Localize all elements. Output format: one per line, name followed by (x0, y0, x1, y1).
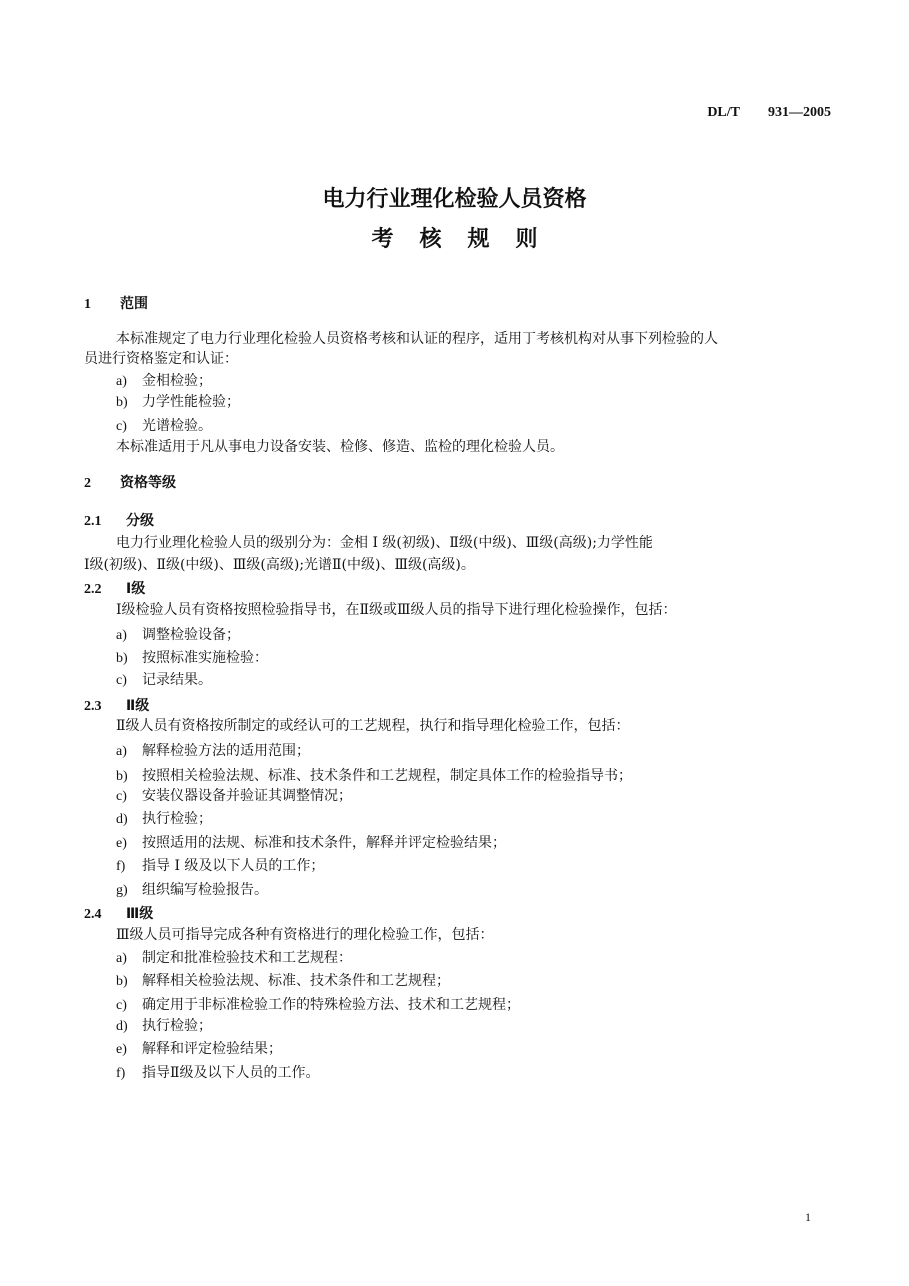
list-item: f) 指导 I 级及以下人员的工作； (116, 858, 325, 874)
page-number: 1 (805, 1210, 811, 1224)
list-item: b) 力学性能检验； (116, 394, 240, 410)
list-item: a) 调整检验设备； (116, 627, 240, 643)
document-title-line2: 考核规则 (371, 227, 564, 252)
document-title-line1: 电力行业理化检验人员资格 (322, 187, 587, 212)
section-2-1-heading: 2.1 分级 (84, 513, 154, 529)
section-1-intro-line1: 本标准规定了电力行业理化检验人员资格考核和认证的程序，适用丁考核机构对从事下列检验的人 (116, 331, 718, 347)
section-1-scope: 本标准适用于凡从事电力设备安装、检修、修造、监检的理化检验人员。 (116, 439, 564, 455)
list-item: b) 按照标准实施检验： (116, 650, 268, 666)
list-item: c) 确定用于非标准检验工作的特殊检验方法、技术和工艺规程； (116, 997, 520, 1013)
list-item: f) 指导Ⅱ级及以下人员的工作。 (116, 1065, 320, 1081)
section-2-4-intro: Ⅲ级人员可指导完成各种有资格进行的理化检验工作，包括： (116, 927, 494, 943)
standard-number: 931—2005 (768, 105, 831, 120)
list-item: d) 执行检验； (116, 1018, 212, 1034)
section-2-1-line1: 电力行业理化检验人员的级别分为：金相 I 级(初级)、Ⅱ级(中级)、Ⅲ级(高级);力学性能 (116, 535, 653, 551)
section-1-heading: 1 范围 (84, 296, 148, 312)
list-item: e) 解释和评定检验结果； (116, 1041, 282, 1057)
section-2-2-heading: 2.2 I级 (84, 581, 146, 597)
section-2-4-heading: 2.4 Ⅲ级 (84, 906, 154, 922)
standard-prefix: DL/T (707, 105, 740, 120)
section-2-3-intro: Ⅱ级人员有资格按所制定的或经认可的工艺规程，执行和指导理化检验工作，包括： (116, 718, 630, 734)
section-2-3-heading: 2.3 Ⅱ级 (84, 698, 150, 714)
list-item: g) 组织编写检验报告。 (116, 882, 268, 898)
list-item: c) 安装仪器设备并验证其调整情况； (116, 788, 352, 804)
list-item: a) 制定和批准检验技术和工艺规程： (116, 950, 352, 966)
section-2-heading: 2 资格等级 (84, 475, 176, 491)
list-item: c) 记录结果。 (116, 672, 212, 688)
document-code (707, 105, 831, 121)
list-item: a) 解释检验方法的适用范围； (116, 743, 310, 759)
list-item: c) 光谱检验。 (116, 418, 212, 434)
list-item: b) 按照相关检验法规、标准、技术条件和工艺规程，制定具体工作的检验指导书； (116, 768, 632, 784)
section-1-intro-line2: 员进行资格鉴定和认证： (84, 351, 238, 367)
list-item: e) 按照适用的法规、标准和技术条件，解释并评定检验结果； (116, 835, 506, 851)
list-item: b) 解释相关检验法规、标准、技术条件和工艺规程； (116, 973, 450, 989)
section-2-2-intro: I级检验人员有资格按照检验指导书，在Ⅱ级或Ⅲ级人员的指导下进行理化检验操作，包括： (116, 602, 677, 618)
section-2-1-line2: I级(初级)、Ⅱ级(中级)、Ⅲ级(高级);光谱Ⅱ(中级)、Ⅲ级(高级)。 (84, 557, 475, 573)
list-item: a) 金相检验； (116, 373, 212, 389)
list-item: d) 执行检验； (116, 811, 212, 827)
